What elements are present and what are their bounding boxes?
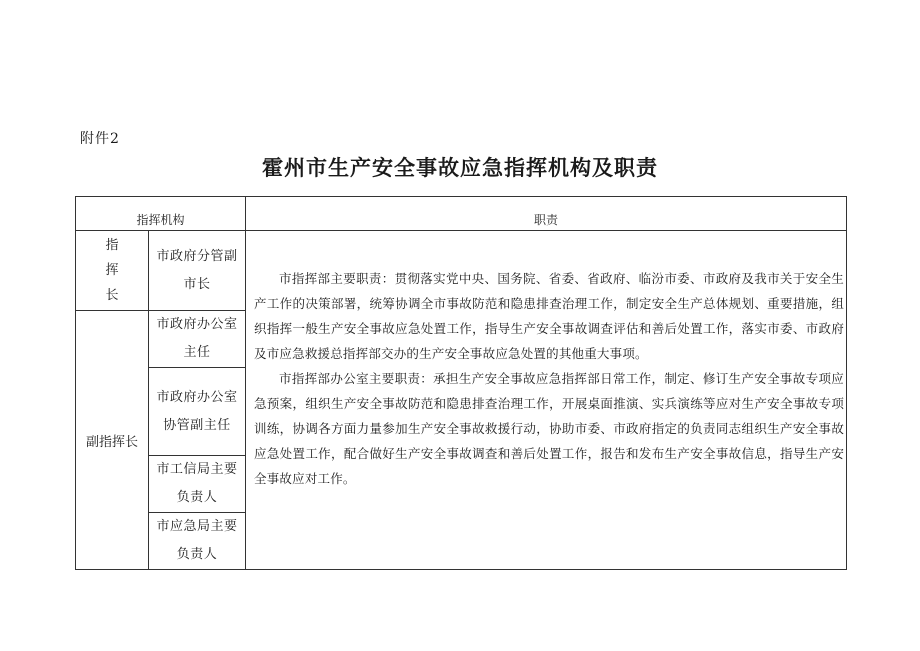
header-duties: 职责 [246, 197, 847, 231]
document-title: 霍州市生产安全事故应急指挥机构及职责 [262, 156, 658, 180]
table-row [76, 231, 847, 311]
deputy-role-cell [149, 311, 246, 368]
header-command-org: 指挥机构 [76, 197, 246, 231]
commander-label-cell [76, 231, 149, 311]
commander-role: 市政府分管副市长 [156, 248, 238, 292]
commander-label: 指挥长 [105, 238, 119, 303]
deputy-label: 副指挥长 [85, 434, 138, 450]
deputy-role: 市应急局主要负责人 [156, 519, 238, 562]
command-structure-table [75, 196, 847, 570]
commander-role-cell [149, 231, 246, 311]
deputy-role-cell [149, 368, 246, 456]
deputy-label-cell [76, 311, 149, 570]
attachment-label: 附件2 [80, 131, 120, 147]
deputy-role-cell [149, 456, 246, 513]
deputy-role: 市政府办公室协管副主任 [156, 389, 238, 433]
duties-cell [246, 231, 847, 570]
duty-paragraph-office: 市指挥部办公室主要职责：承担生产安全事故应急指挥部日常工作，制定、修订生产安全事故专项应急预案，组织生产安全事故防范和隐患排查治理工作，开展桌面推演、实兵演练等应对生产安全事故专项训练，协调各方面力量参加生产安全事故救援行动，协助市委、市政府指定的负责同志组织生产安全事故应急处置工作，配合做好生产安全事故调查和善后处置工作，报告和发布生产安全事故信息，指导生产安全事故应对工作。 [254, 371, 845, 486]
deputy-role: 市工信局主要负责人 [156, 462, 238, 505]
deputy-role-cell [149, 513, 246, 570]
deputy-role: 市政府办公室主任 [156, 317, 238, 360]
table-header-row [76, 197, 847, 231]
duty-paragraph-hq: 市指挥部主要职责：贯彻落实党中央、国务院、省委、省政府、临汾市委、市政府及我市关于安全生产工作的决策部署，统筹协调全市事故防范和隐患排查治理工作，制定安全生产总体规划、重要措施，组织指挥一般生产安全事故应急处置工作，指导生产安全事故调查评估和善后处置工作，落实市委、市政府及市应急救援总指挥部交办的生产安全事故应急处置的其他重大事项。 [254, 271, 845, 361]
